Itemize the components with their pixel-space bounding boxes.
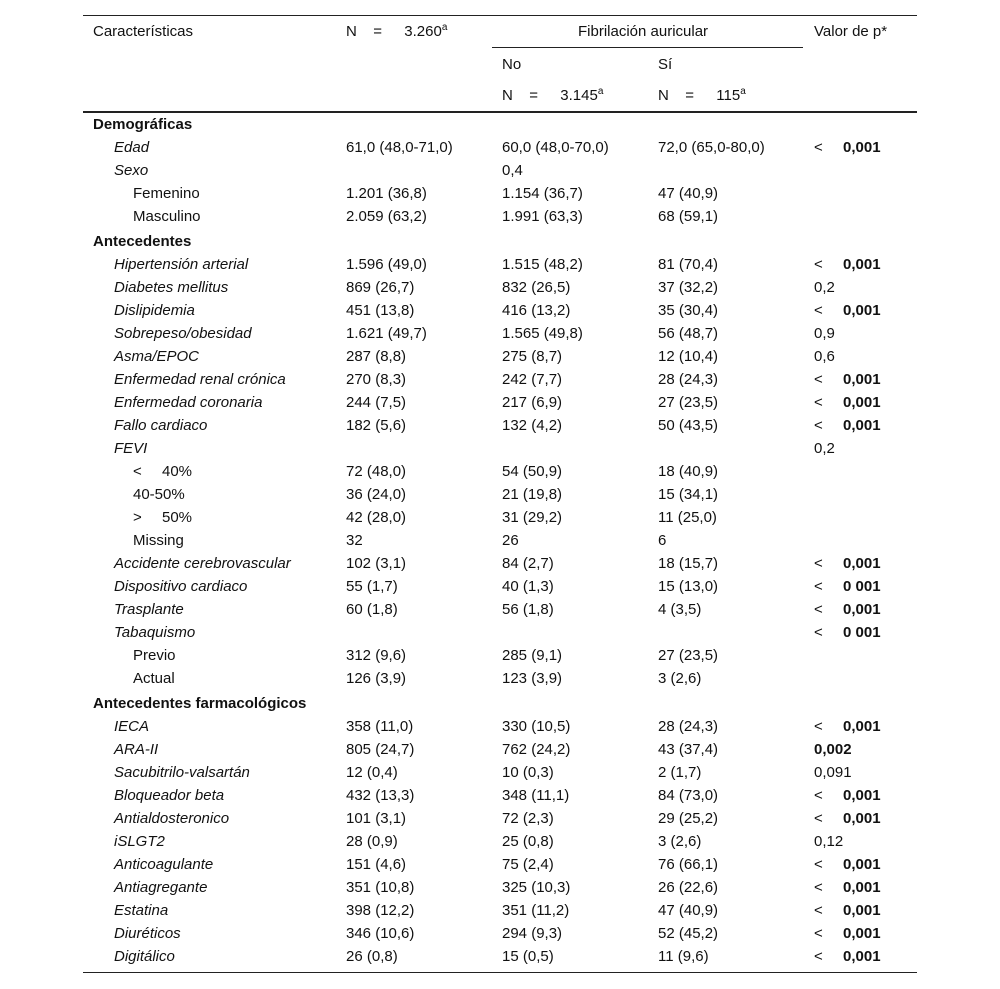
section-row xyxy=(0,230,1000,253)
header-n-no-sup: a xyxy=(597,86,604,97)
row-label xyxy=(114,715,149,738)
row-label xyxy=(133,644,176,667)
p-value-cell xyxy=(814,738,852,761)
yes-cell: 72,0 (65,0-80,0) xyxy=(658,139,765,156)
row-label xyxy=(114,136,149,159)
row-label-text: Trasplante xyxy=(114,601,184,618)
row-label xyxy=(114,876,207,899)
row-label-text: 50% xyxy=(162,509,193,526)
header-n-yes xyxy=(658,86,746,106)
p-value-cell xyxy=(814,945,881,968)
yes-cell: 68 (59,1) xyxy=(658,208,719,225)
yes-cell: 28 (24,3) xyxy=(658,371,719,388)
p-less-than: < xyxy=(814,578,823,595)
p-less-than: < xyxy=(814,718,823,735)
row-label xyxy=(114,899,168,922)
table-row xyxy=(0,830,1000,853)
row-label-text: Anticoagulante xyxy=(114,856,214,873)
row-label-text: Missing xyxy=(133,532,184,549)
table-row xyxy=(0,345,1000,368)
total-cell: 1.621 (49,7) xyxy=(346,325,427,342)
row-label xyxy=(114,621,195,644)
yes-cell: 3 (2,6) xyxy=(658,670,702,687)
p-value-cell xyxy=(814,276,835,299)
p-value: 0,001 xyxy=(843,139,881,156)
p-less-than: < xyxy=(814,810,823,827)
row-label xyxy=(114,552,291,575)
row-label xyxy=(133,460,192,483)
p-value-cell xyxy=(814,899,881,922)
no-cell: 26 xyxy=(502,532,519,549)
yes-cell: 35 (30,4) xyxy=(658,302,719,319)
total-cell: 72 (48,0) xyxy=(346,463,407,480)
table-row xyxy=(0,276,1000,299)
no-cell: 285 (9,1) xyxy=(502,647,563,664)
total-cell: 398 (12,2) xyxy=(346,902,415,919)
no-cell: 416 (13,2) xyxy=(502,302,571,319)
row-label xyxy=(114,945,175,968)
table-row xyxy=(0,575,1000,598)
yes-cell: 11 (25,0) xyxy=(658,509,717,526)
section-row xyxy=(0,113,1000,136)
p-value: 0,001 xyxy=(843,856,881,873)
yes-cell: 43 (37,4) xyxy=(658,741,719,758)
yes-cell: 47 (40,9) xyxy=(658,185,719,202)
total-cell: 270 (8,3) xyxy=(346,371,407,388)
p-value-cell xyxy=(814,922,881,945)
no-cell: 1.565 (49,8) xyxy=(502,325,583,342)
table-row xyxy=(0,667,1000,690)
table-row xyxy=(0,529,1000,552)
row-label-text: Enfermedad coronaria xyxy=(114,394,263,411)
no-cell: 72 (2,3) xyxy=(502,810,554,827)
p-value: 0 001 xyxy=(843,578,881,595)
p-value: 0,001 xyxy=(843,417,881,434)
table-row xyxy=(0,621,1000,644)
no-cell: 217 (6,9) xyxy=(502,394,563,411)
p-less-than: < xyxy=(814,624,823,641)
table-row xyxy=(0,391,1000,414)
row-label xyxy=(133,205,201,228)
total-cell: 451 (13,8) xyxy=(346,302,415,319)
table-row xyxy=(0,136,1000,159)
row-label xyxy=(133,667,175,690)
total-cell: 55 (1,7) xyxy=(346,578,398,595)
total-cell: 26 (0,8) xyxy=(346,948,398,965)
header-n-no-eq: = xyxy=(529,87,538,104)
total-cell: 1.596 (49,0) xyxy=(346,256,427,273)
no-cell: 330 (10,5) xyxy=(502,718,571,735)
no-cell: 351 (11,2) xyxy=(502,902,570,919)
header-p-value: Valor de p* xyxy=(814,23,888,40)
total-cell: 244 (7,5) xyxy=(346,394,407,411)
total-cell: 182 (5,6) xyxy=(346,417,407,434)
yes-cell: 47 (40,9) xyxy=(658,902,719,919)
no-cell: 1.991 (63,3) xyxy=(502,208,583,225)
p-value-cell xyxy=(814,437,835,460)
no-cell: 325 (10,3) xyxy=(502,879,571,896)
table-row xyxy=(0,182,1000,205)
row-label xyxy=(114,830,165,853)
p-value-cell xyxy=(814,368,881,391)
row-label-text: Sacubitrilo-valsartán xyxy=(114,764,250,781)
p-value-cell xyxy=(814,391,881,414)
row-label xyxy=(114,437,147,460)
p-value-cell xyxy=(814,322,835,345)
header-n-total-prefix: N xyxy=(346,23,357,40)
row-label-text: Bloqueador beta xyxy=(114,787,225,804)
p-value: 0,001 xyxy=(843,810,881,827)
table-row xyxy=(0,205,1000,228)
total-cell: 32 xyxy=(346,532,363,549)
row-label-text: Demográficas xyxy=(93,116,193,133)
header-n-yes-prefix: N xyxy=(658,87,669,104)
table-row xyxy=(0,715,1000,738)
row-label-text: Digitálico xyxy=(114,948,175,965)
yes-cell: 18 (15,7) xyxy=(658,555,719,572)
header-no: No xyxy=(502,56,522,73)
total-cell: 126 (3,9) xyxy=(346,670,407,687)
header-n-no-prefix: N xyxy=(502,87,513,104)
p-value-cell xyxy=(814,853,881,876)
yes-cell: 52 (45,2) xyxy=(658,925,719,942)
no-cell: 75 (2,4) xyxy=(502,856,554,873)
row-label xyxy=(114,159,148,182)
table-row xyxy=(0,368,1000,391)
p-value-cell xyxy=(814,715,881,738)
table-row xyxy=(0,761,1000,784)
row-label-text: Fallo cardiaco xyxy=(114,417,208,434)
row-label-text: Antiagregante xyxy=(114,879,208,896)
yes-cell: 4 (3,5) xyxy=(658,601,702,618)
p-value: 0,001 xyxy=(843,371,881,388)
yes-cell: 2 (1,7) xyxy=(658,764,702,781)
table-row xyxy=(0,784,1000,807)
p-value-cell xyxy=(814,876,881,899)
section-row xyxy=(0,692,1000,715)
p-value-cell xyxy=(814,575,881,598)
table-row xyxy=(0,945,1000,968)
no-cell: 56 (1,8) xyxy=(502,601,554,618)
p-value: 0,12 xyxy=(814,833,844,850)
yes-cell: 76 (66,1) xyxy=(658,856,719,873)
table-row xyxy=(0,598,1000,621)
total-cell: 312 (9,6) xyxy=(346,647,407,664)
row-label-text: Antecedentes xyxy=(93,233,192,250)
total-cell: 12 (0,4) xyxy=(346,764,398,781)
p-value-cell xyxy=(814,345,835,368)
row-label xyxy=(93,113,192,136)
table-row xyxy=(0,644,1000,667)
row-label-text: Sobrepeso/obesidad xyxy=(114,325,252,342)
p-value: 0,091 xyxy=(814,764,852,781)
yes-cell: 28 (24,3) xyxy=(658,718,719,735)
no-cell: 21 (19,8) xyxy=(502,486,563,503)
row-label-symbol: > xyxy=(133,509,142,526)
row-label xyxy=(114,276,228,299)
header-n-total-value: 3.260 xyxy=(404,23,442,40)
no-cell: 1.154 (36,7) xyxy=(502,185,583,202)
p-less-than: < xyxy=(814,256,823,273)
p-value: 0,001 xyxy=(843,601,881,618)
p-less-than: < xyxy=(814,302,823,319)
header-n-no-value: 3.145 xyxy=(560,87,598,104)
p-value-cell xyxy=(814,414,881,437)
yes-cell: 6 xyxy=(658,532,667,549)
row-label-text: Dislipidemia xyxy=(114,302,195,319)
row-label-text: Hipertensión arterial xyxy=(114,256,249,273)
table-row xyxy=(0,483,1000,506)
yes-cell: 12 (10,4) xyxy=(658,348,719,365)
p-value: 0,6 xyxy=(814,348,835,365)
row-label xyxy=(93,230,191,253)
no-cell: 832 (26,5) xyxy=(502,279,571,296)
row-label-text: Diabetes mellitus xyxy=(114,279,229,296)
row-label xyxy=(114,391,262,414)
p-value-cell xyxy=(814,784,881,807)
row-label xyxy=(114,322,252,345)
total-cell: 869 (26,7) xyxy=(346,279,415,296)
p-less-than: < xyxy=(814,601,823,618)
p-value: 0,001 xyxy=(843,555,881,572)
no-cell: 132 (4,2) xyxy=(502,417,563,434)
header-n-no xyxy=(502,86,603,106)
table-row xyxy=(0,460,1000,483)
yes-cell: 27 (23,5) xyxy=(658,394,719,411)
p-value-cell xyxy=(814,552,881,575)
row-label xyxy=(114,253,248,276)
table-row xyxy=(0,738,1000,761)
row-label-text: iSLGT2 xyxy=(114,833,165,850)
table-row xyxy=(0,807,1000,830)
total-cell: 351 (10,8) xyxy=(346,879,415,896)
total-cell: 36 (24,0) xyxy=(346,486,407,503)
table-row xyxy=(0,552,1000,575)
total-cell: 101 (3,1) xyxy=(346,810,407,827)
row-label-text: Edad xyxy=(114,139,150,156)
yes-cell: 81 (70,4) xyxy=(658,256,719,273)
p-value-cell xyxy=(814,621,881,644)
header-n-total-eq: = xyxy=(373,23,382,40)
p-value-cell xyxy=(814,253,881,276)
p-less-than: < xyxy=(814,139,823,156)
yes-cell: 27 (23,5) xyxy=(658,647,719,664)
row-label xyxy=(114,738,158,761)
table-row xyxy=(0,922,1000,945)
row-label xyxy=(133,182,200,205)
row-label-text: Estatina xyxy=(114,902,169,919)
p-less-than: < xyxy=(814,925,823,942)
row-label xyxy=(114,299,195,322)
row-label-text: Tabaquismo xyxy=(114,624,196,641)
header-n-yes-value: 115 xyxy=(716,87,741,104)
row-label xyxy=(114,922,181,945)
header-n-yes-sup: a xyxy=(740,86,746,97)
total-cell: 805 (24,7) xyxy=(346,741,415,758)
row-label xyxy=(114,368,286,391)
table-row xyxy=(0,253,1000,276)
total-cell: 1.201 (36,8) xyxy=(346,185,427,202)
p-value: 0,001 xyxy=(843,394,881,411)
total-cell: 42 (28,0) xyxy=(346,509,407,526)
row-label xyxy=(133,529,184,552)
row-label-text: IECA xyxy=(114,718,150,735)
total-cell: 2.059 (63,2) xyxy=(346,208,427,225)
p-value: 0,9 xyxy=(814,325,835,342)
total-cell: 151 (4,6) xyxy=(346,856,407,873)
row-label-text: Antecedentes farmacológicos xyxy=(93,695,307,712)
row-label xyxy=(114,807,229,830)
row-label-text: Accidente cerebrovascular xyxy=(114,555,291,572)
total-cell: 346 (10,6) xyxy=(346,925,415,942)
header-n-total xyxy=(346,22,447,42)
row-label-text: Actual xyxy=(133,670,175,687)
row-label xyxy=(114,414,207,437)
row-label-text: Diuréticos xyxy=(114,925,181,942)
yes-cell: 18 (40,9) xyxy=(658,463,719,480)
row-label-text: ARA-II xyxy=(114,741,159,758)
no-cell: 348 (11,1) xyxy=(502,787,570,804)
row-label-text: Masculino xyxy=(133,208,201,225)
yes-cell: 15 (13,0) xyxy=(658,578,719,595)
row-label xyxy=(114,575,247,598)
p-value-cell xyxy=(814,299,881,322)
header-group-title: Fibrilación auricular xyxy=(578,23,709,40)
row-label-text: 40% xyxy=(162,463,193,480)
row-label-text: FEVI xyxy=(114,440,148,457)
p-less-than: < xyxy=(814,555,823,572)
p-value: 0,001 xyxy=(843,879,881,896)
p-value-cell xyxy=(814,830,843,853)
header-yes: Sí xyxy=(658,56,673,73)
p-value: 0,001 xyxy=(843,256,881,273)
p-less-than: < xyxy=(814,856,823,873)
p-value: 0,001 xyxy=(843,925,881,942)
yes-cell: 37 (32,2) xyxy=(658,279,719,296)
no-cell: 294 (9,3) xyxy=(502,925,563,942)
row-label xyxy=(114,345,199,368)
table-row xyxy=(0,322,1000,345)
row-label-text: Dispositivo cardiaco xyxy=(114,578,248,595)
table-row xyxy=(0,876,1000,899)
header-characteristics: Características xyxy=(93,23,194,40)
row-label-symbol: < xyxy=(133,463,142,480)
yes-cell: 11 (9,6) xyxy=(658,948,709,965)
p-value-cell xyxy=(814,761,852,784)
yes-cell: 29 (25,2) xyxy=(658,810,719,827)
p-value: 0,001 xyxy=(843,718,881,735)
yes-cell: 50 (43,5) xyxy=(658,417,719,434)
table-row xyxy=(0,437,1000,460)
no-cell: 25 (0,8) xyxy=(502,833,554,850)
p-less-than: < xyxy=(814,417,823,434)
row-label-text: 40-50% xyxy=(133,486,185,503)
total-cell: 28 (0,9) xyxy=(346,833,398,850)
table-row xyxy=(0,506,1000,529)
p-value: 0 001 xyxy=(843,624,881,641)
table-row xyxy=(0,299,1000,322)
p-value-cell xyxy=(814,136,881,159)
yes-cell: 15 (34,1) xyxy=(658,486,719,503)
row-label-text: Enfermedad renal crónica xyxy=(114,371,286,388)
p-value-cell xyxy=(814,807,881,830)
row-label-text: Asma/EPOC xyxy=(114,348,200,365)
no-cell: 762 (24,2) xyxy=(502,741,571,758)
table-row xyxy=(0,414,1000,437)
p-less-than: < xyxy=(814,948,823,965)
p-value: 0,2 xyxy=(814,279,835,296)
p-less-than: < xyxy=(814,902,823,919)
p-value: 0,001 xyxy=(843,902,881,919)
total-cell: 60 (1,8) xyxy=(346,601,398,618)
no-cell: 242 (7,7) xyxy=(502,371,563,388)
no-cell: 54 (50,9) xyxy=(502,463,563,480)
yes-cell: 26 (22,6) xyxy=(658,879,719,896)
no-cell: 84 (2,7) xyxy=(502,555,554,572)
row-label xyxy=(114,761,250,784)
p-less-than: < xyxy=(814,394,823,411)
row-label xyxy=(133,506,192,529)
total-cell: 61,0 (48,0-71,0) xyxy=(346,139,453,156)
total-cell: 287 (8,8) xyxy=(346,348,407,365)
row-label xyxy=(93,692,306,715)
bottom-rule xyxy=(83,972,917,973)
no-cell: 40 (1,3) xyxy=(502,578,554,595)
top-rule xyxy=(83,15,917,16)
p-value: 0,001 xyxy=(843,302,881,319)
yes-cell: 3 (2,6) xyxy=(658,833,702,850)
total-cell: 102 (3,1) xyxy=(346,555,407,572)
row-label xyxy=(133,483,185,506)
total-cell: 358 (11,0) xyxy=(346,718,414,735)
no-cell: 60,0 (48,0-70,0) xyxy=(502,139,609,156)
no-cell: 1.515 (48,2) xyxy=(502,256,583,273)
p-less-than: < xyxy=(814,787,823,804)
p-value: 0,001 xyxy=(843,948,881,965)
no-cell: 0,4 xyxy=(502,162,523,179)
table-row xyxy=(0,899,1000,922)
p-less-than: < xyxy=(814,371,823,388)
table-row xyxy=(0,853,1000,876)
group-rule xyxy=(492,47,803,48)
row-label-text: Antialdosteronico xyxy=(114,810,230,827)
no-cell: 15 (0,5) xyxy=(502,948,554,965)
p-value-cell xyxy=(814,598,881,621)
header-n-yes-eq: = xyxy=(685,87,694,104)
row-label-text: Sexo xyxy=(114,162,149,179)
no-cell: 10 (0,3) xyxy=(502,764,554,781)
p-value: 0,2 xyxy=(814,440,835,457)
no-cell: 31 (29,2) xyxy=(502,509,563,526)
row-label-text: Femenino xyxy=(133,185,200,202)
no-cell: 275 (8,7) xyxy=(502,348,563,365)
row-label xyxy=(114,784,224,807)
table-row xyxy=(0,159,1000,182)
total-cell: 432 (13,3) xyxy=(346,787,415,804)
row-label xyxy=(114,853,213,876)
p-value: 0,001 xyxy=(843,787,881,804)
row-label-text: Previo xyxy=(133,647,176,664)
row-label xyxy=(114,598,184,621)
yes-cell: 56 (48,7) xyxy=(658,325,719,342)
no-cell: 123 (3,9) xyxy=(502,670,563,687)
p-less-than: < xyxy=(814,879,823,896)
yes-cell: 84 (73,0) xyxy=(658,787,719,804)
p-value: 0,002 xyxy=(814,741,852,758)
header-n-total-sup: a xyxy=(441,22,448,33)
